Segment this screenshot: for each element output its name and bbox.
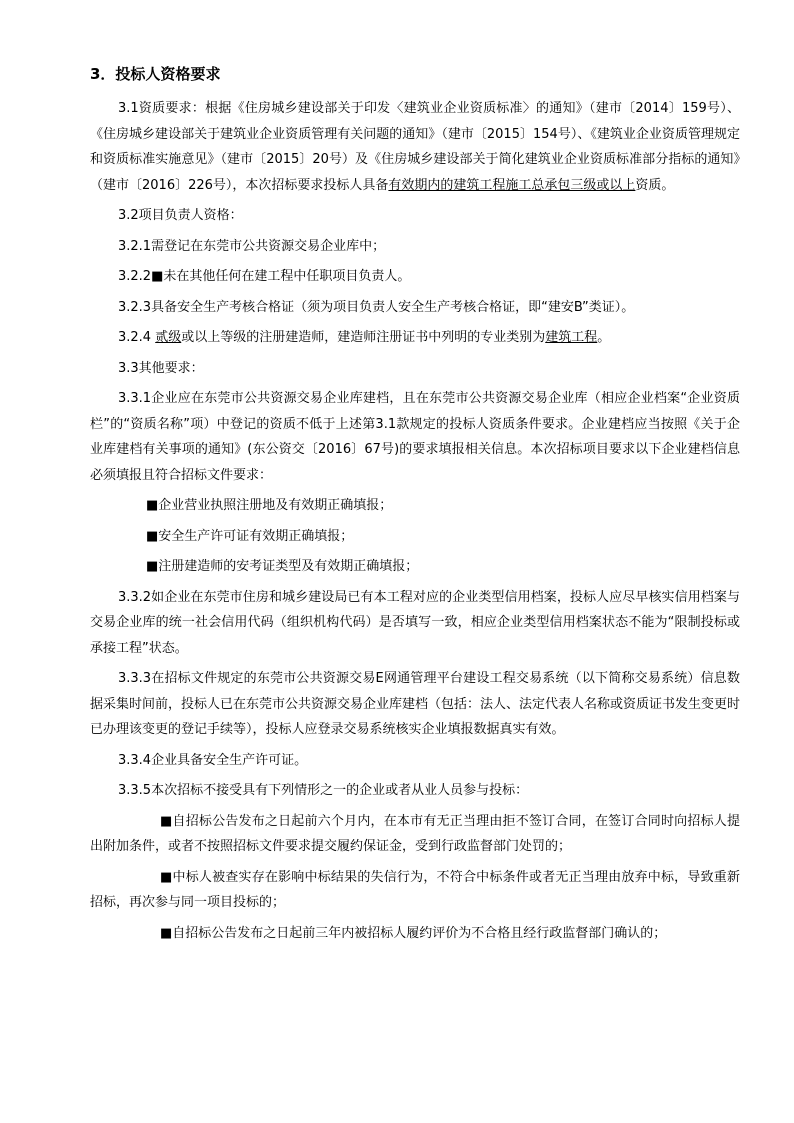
qualification-text: 3.1资质要求：根据《住房城乡建设部关于印发〈建筑业企业资质标准〉的通知》（建市〔2014〕159号）、《住房城乡建设部关于建筑业企业资质管理有关问题的通知》（建市〔2015〕154号）、《建筑业企业资质管理规定和资质标准实施意见》（建市〔2015〕20号）及《住房城乡建设部关于简化建筑业企业资质标准部分指标的通知》（建市〔2016〕226号），本次招标要求投标人具备 — [90, 101, 740, 193]
paragraph-3-3: 3.3其他要求： — [118, 360, 204, 376]
paragraph-3-2-3: 3.2.3具备安全生产考核合格证（须为项目负责人安全生产考核合格证，即“建安B”类证）。 — [118, 299, 635, 315]
bullet-item: ■安全生产许可证有效期正确填报； — [146, 528, 354, 544]
p324-specialty: 建筑工程 — [545, 330, 598, 345]
qualification-underlined: 有效期内的建筑工程施工总承包三级或以上 — [388, 177, 636, 193]
bullet-item: ■自招标公告发布之日起前六个月内，在本市有无正当理由拒不签订合同，在签订合同时向招标人提出附加条件，或者不按照招标文件要求提交履约保证金，受到行政监督部门处罚的； — [90, 813, 740, 854]
paragraph-3-3-3: 3.3.3在招标文件规定的东莞市公共资源交易E网通管理平台建设工程交易系统（以下简称交易系统）信息数据采集时间前，投标人已在东莞市公共资源交易企业库建档（包括：法人、法定代表人名称或资质证书发生变更时已办理该变更的登记手续等），投标人应登录交易系统核实企业填报数据真实有效。 — [90, 671, 741, 737]
p324-middle: 或以上等级的注册建造师，建造师注册证书中列明的专业类别为 — [181, 330, 546, 345]
bullet-item: ■注册建造师的安考证类型及有效期正确填报； — [146, 559, 419, 574]
paragraph-3-2: 3.2项目负责人资格： — [118, 208, 243, 223]
p324-tail: 。 — [597, 330, 611, 345]
paragraph-3-2-1: 3.2.1需登记在东莞市公共资源交易企业库中； — [118, 238, 386, 254]
p324-grade: 贰级 — [155, 330, 182, 345]
bullet-item: ■自招标公告发布之日起前三年内被招标人履约评价为不合格且经行政监督部门确认的； — [160, 925, 667, 941]
qualification-tail: 资质。 — [635, 177, 675, 193]
paragraph-3-2-2: 3.2.2■未在其他任何在建工程中任职项目负责人。 — [118, 269, 411, 284]
paragraph-3-3-1: 3.3.1企业应在东莞市公共资源交易企业库建档，且在东莞市公共资源交易企业库（相应企业档案“企业资质栏”的“资质名称”项）中登记的资质不低于上述第3.1款规定的投标人资质条件要求。企业建档应当按照《关于企业库建档有关事项的通知》(东公资交〔2016〕67号)的要求填报相关信息。本次招标项目要求以下企业建档信息必须填报且符合招标文件要求： — [90, 391, 740, 483]
paragraph-3-1 — [90, 96, 740, 198]
paragraph-3-3-5: 3.3.5本次招标不接受具有下列情形之一的企业或者从业人员参与投标： — [118, 783, 529, 798]
document-body — [90, 62, 740, 951]
paragraph-3-2-4 — [90, 325, 740, 351]
paragraph-3-3-2: 3.3.2如企业在东莞市住房和城乡建设局已有本工程对应的企业类型信用档案，投标人应尽早核实信用档案与交易企业库的统一社会信用代码（组织机构代码）是否填写一致，相应企业类型信用档案状态不能为“限制投标或承接工程”状态。 — [90, 589, 740, 656]
p324-prefix: 3.2.4 — [118, 330, 156, 345]
bullet-item: ■中标人被查实存在影响中标结果的失信行为，不符合中标条件或者无正当理由放弃中标，导致重新招标，再次参与同一项目投标的； — [90, 869, 740, 910]
section-heading: 3．投标人资格要求 — [90, 65, 221, 83]
bullet-item: ■企业营业执照注册地及有效期正确填报； — [146, 498, 393, 513]
paragraph-3-3-4: 3.3.4企业具备安全生产许可证。 — [118, 752, 308, 768]
